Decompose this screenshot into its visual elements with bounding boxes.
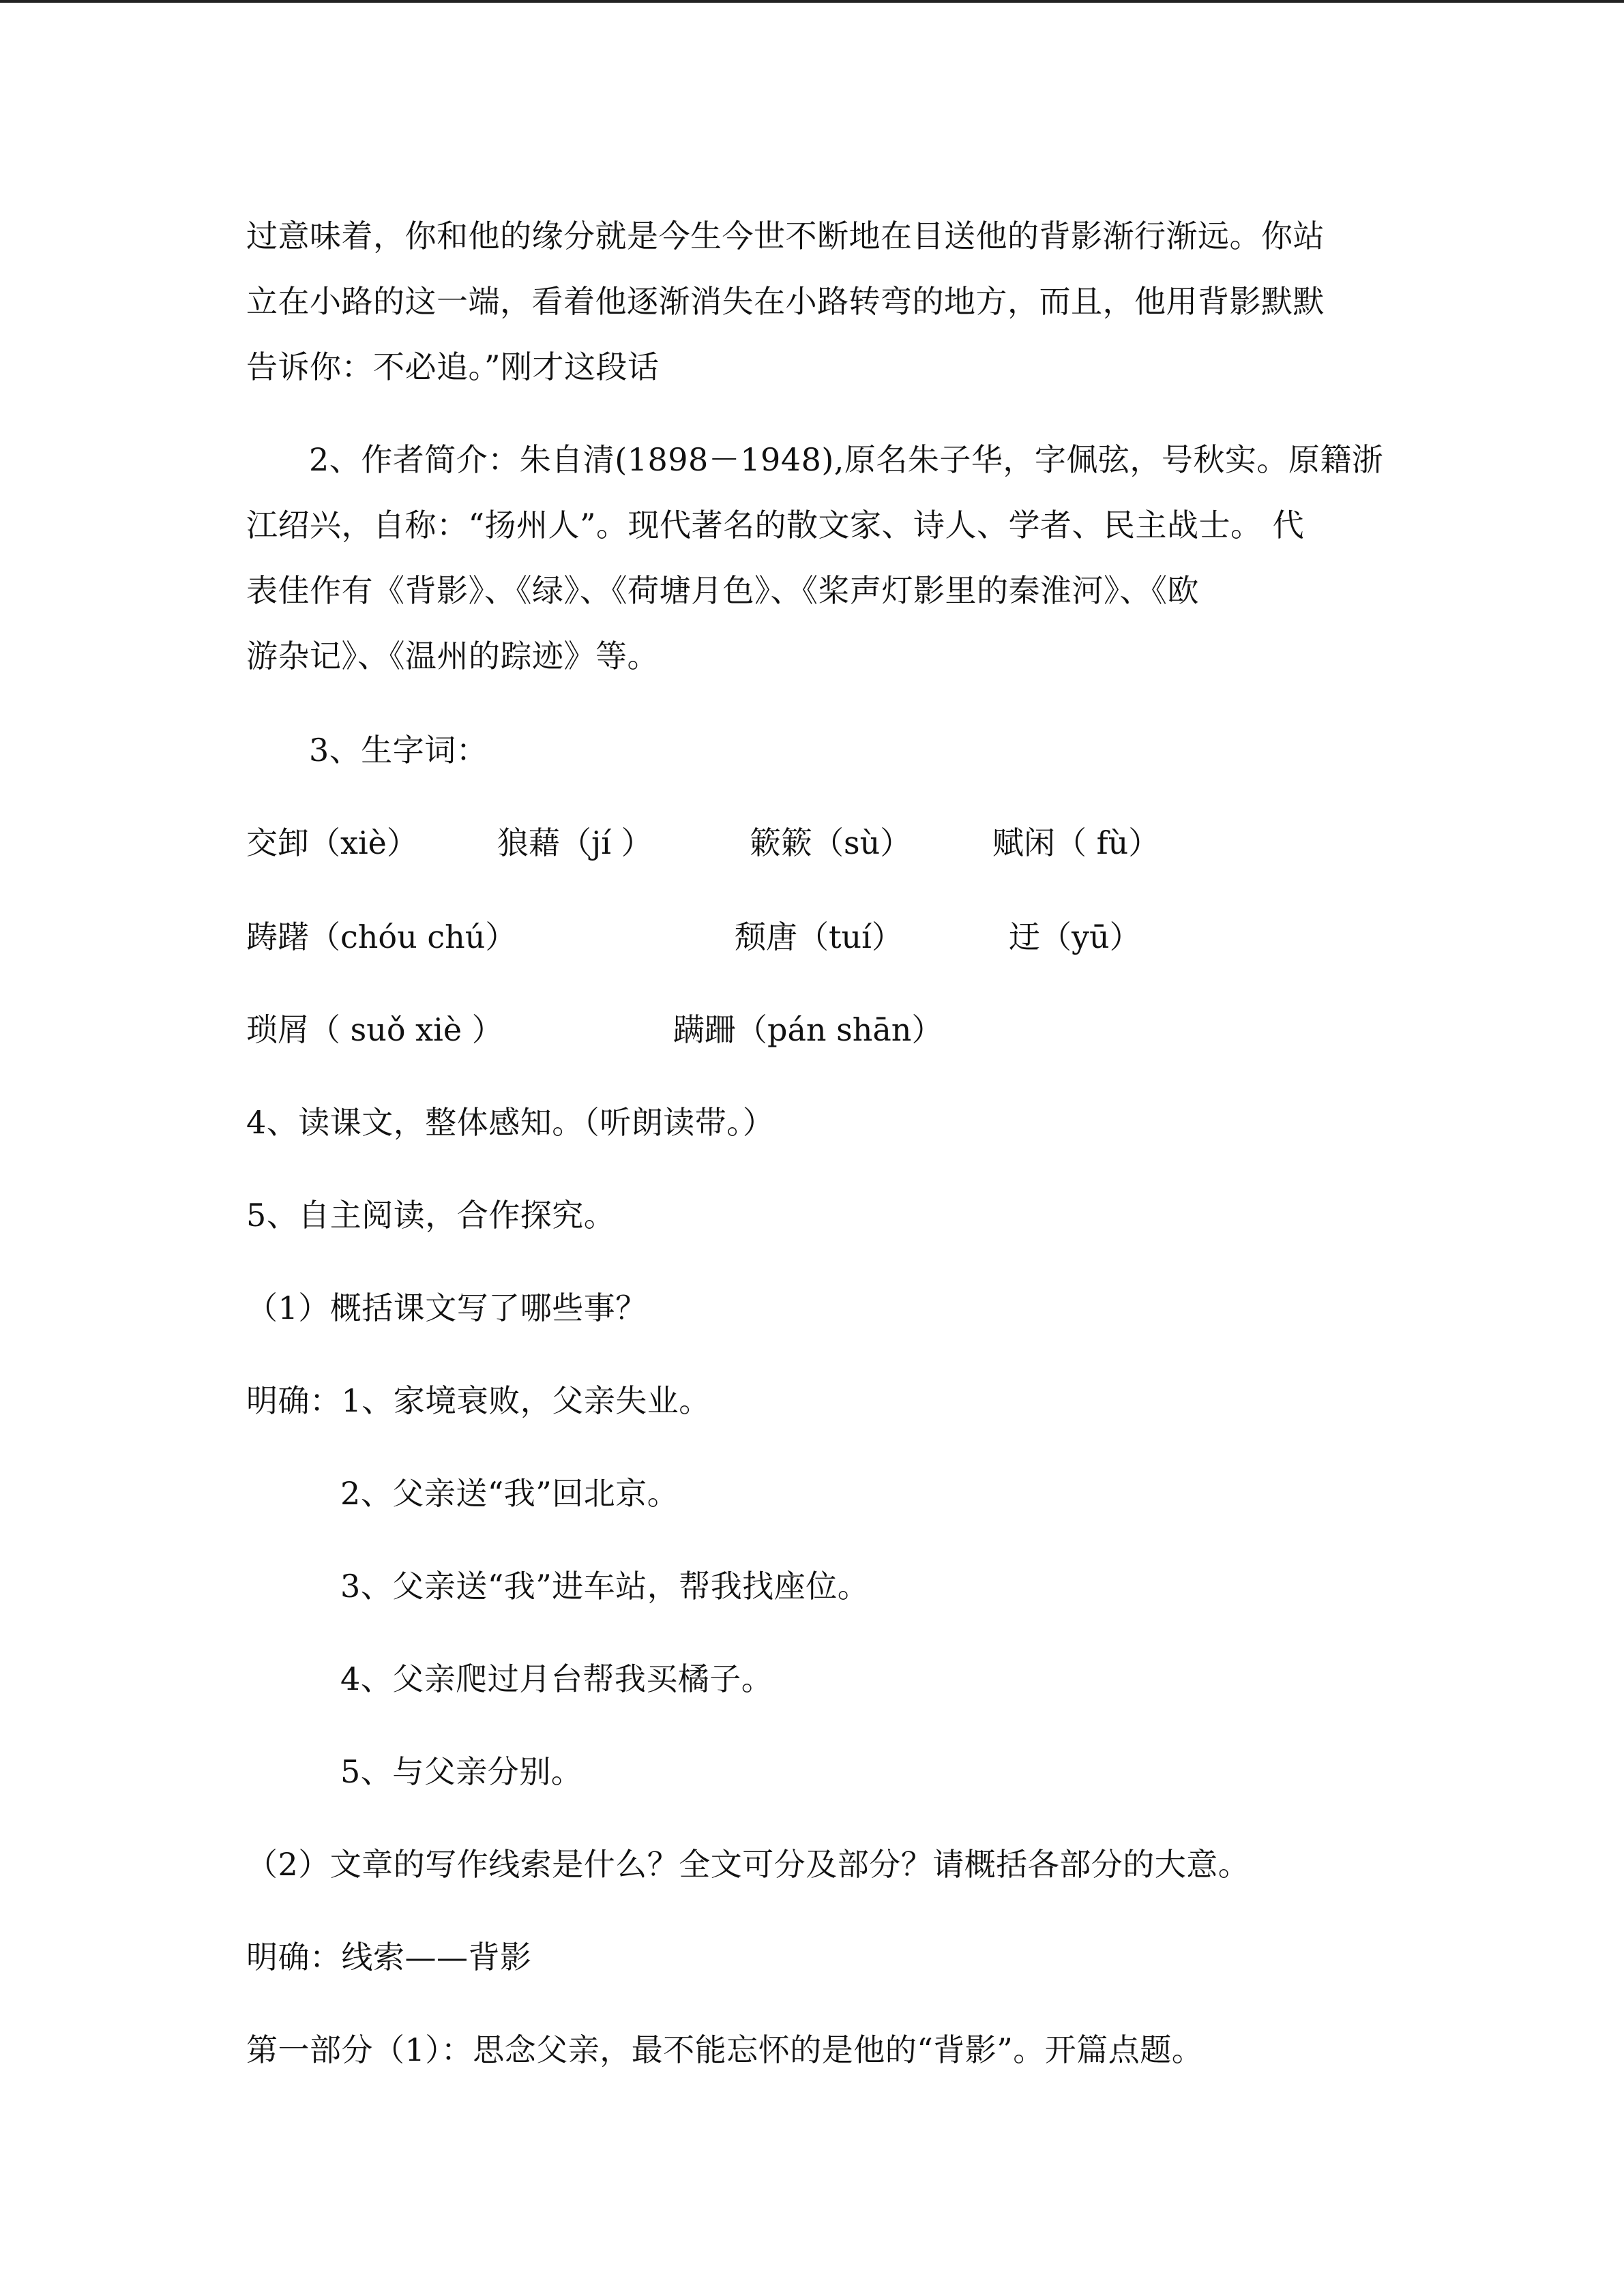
paragraph-1-line-3: 告诉你：不必追。”刚才这段话 xyxy=(246,348,660,385)
author-intro-line-3: 表佳作有《背影》、《绿》、《荷塘月色》、《桨声灯影里的秦淮河》、《欧 xyxy=(246,572,1199,609)
paragraph-1-line-2: 立在小路的这一端，看着他逐渐消失在小路转弯的地方，而且，他用背影默默 xyxy=(246,283,1325,320)
vocab-heading: 3、生字词： xyxy=(309,732,488,769)
vocab-word: 交卸（xiè） xyxy=(246,824,418,861)
author-intro-line-1: 2、作者简介：朱自清(1898－1948),原名朱子华，字佩弦，号秋实。原籍浙 xyxy=(309,441,1384,478)
answer-1-item: 4、父亲爬过月台帮我买橘子。 xyxy=(340,1660,773,1697)
vocab-word: 簌簌（sù） xyxy=(750,824,912,861)
answer-1-lead: 明确：1、家境衰败，父亲失业。 xyxy=(246,1382,711,1419)
step-4-text: 4、读课文，整体感知。（听朗读带。） xyxy=(246,1104,775,1141)
answer-1-item: 5、与父亲分别。 xyxy=(340,1753,583,1790)
answer-1-item: 3、父亲送“我”进车站，帮我找座位。 xyxy=(340,1568,870,1605)
author-intro-line-4: 游杂记》、《温州的踪迹》等。 xyxy=(246,638,659,674)
vocab-word: 赋闲（ fù） xyxy=(992,824,1160,861)
page-top-border xyxy=(0,0,1624,3)
part-1-summary: 第一部分（1）：思念父亲，最不能忘怀的是他的“背影”。开篇点题。 xyxy=(246,2031,1204,2068)
vocab-word: 迂（yū） xyxy=(1009,919,1141,955)
vocab-word: 蹒跚（pán shān） xyxy=(673,1011,943,1048)
question-1: （1）概括课文写了哪些事？ xyxy=(246,1289,647,1326)
vocab-word: 琐屑（ suǒ xiè ） xyxy=(246,1011,503,1048)
paragraph-1-line-1: 过意味着，你和他的缘分就是今生今世不断地在目送他的背影渐行渐远。你站 xyxy=(246,218,1325,254)
step-5-text: 5、自主阅读，合作探究。 xyxy=(246,1197,616,1234)
answer-2: 明确：线索——背影 xyxy=(246,1939,532,1976)
question-2: （2）文章的写作线索是什么？全文可分及部分？请概括各部分的大意。 xyxy=(246,1846,1250,1883)
vocab-word: 颓唐（tuí） xyxy=(735,919,903,955)
vocab-word: 狼藉（jí ） xyxy=(497,824,653,861)
author-intro-line-2: 江绍兴，自称：“扬州人”。现代著名的散文家、诗人、学者、民主战士。 代 xyxy=(246,507,1305,543)
vocab-word: 踌躇（chóu chú） xyxy=(246,919,517,955)
answer-1-item: 2、父亲送“我”回北京。 xyxy=(340,1475,679,1512)
